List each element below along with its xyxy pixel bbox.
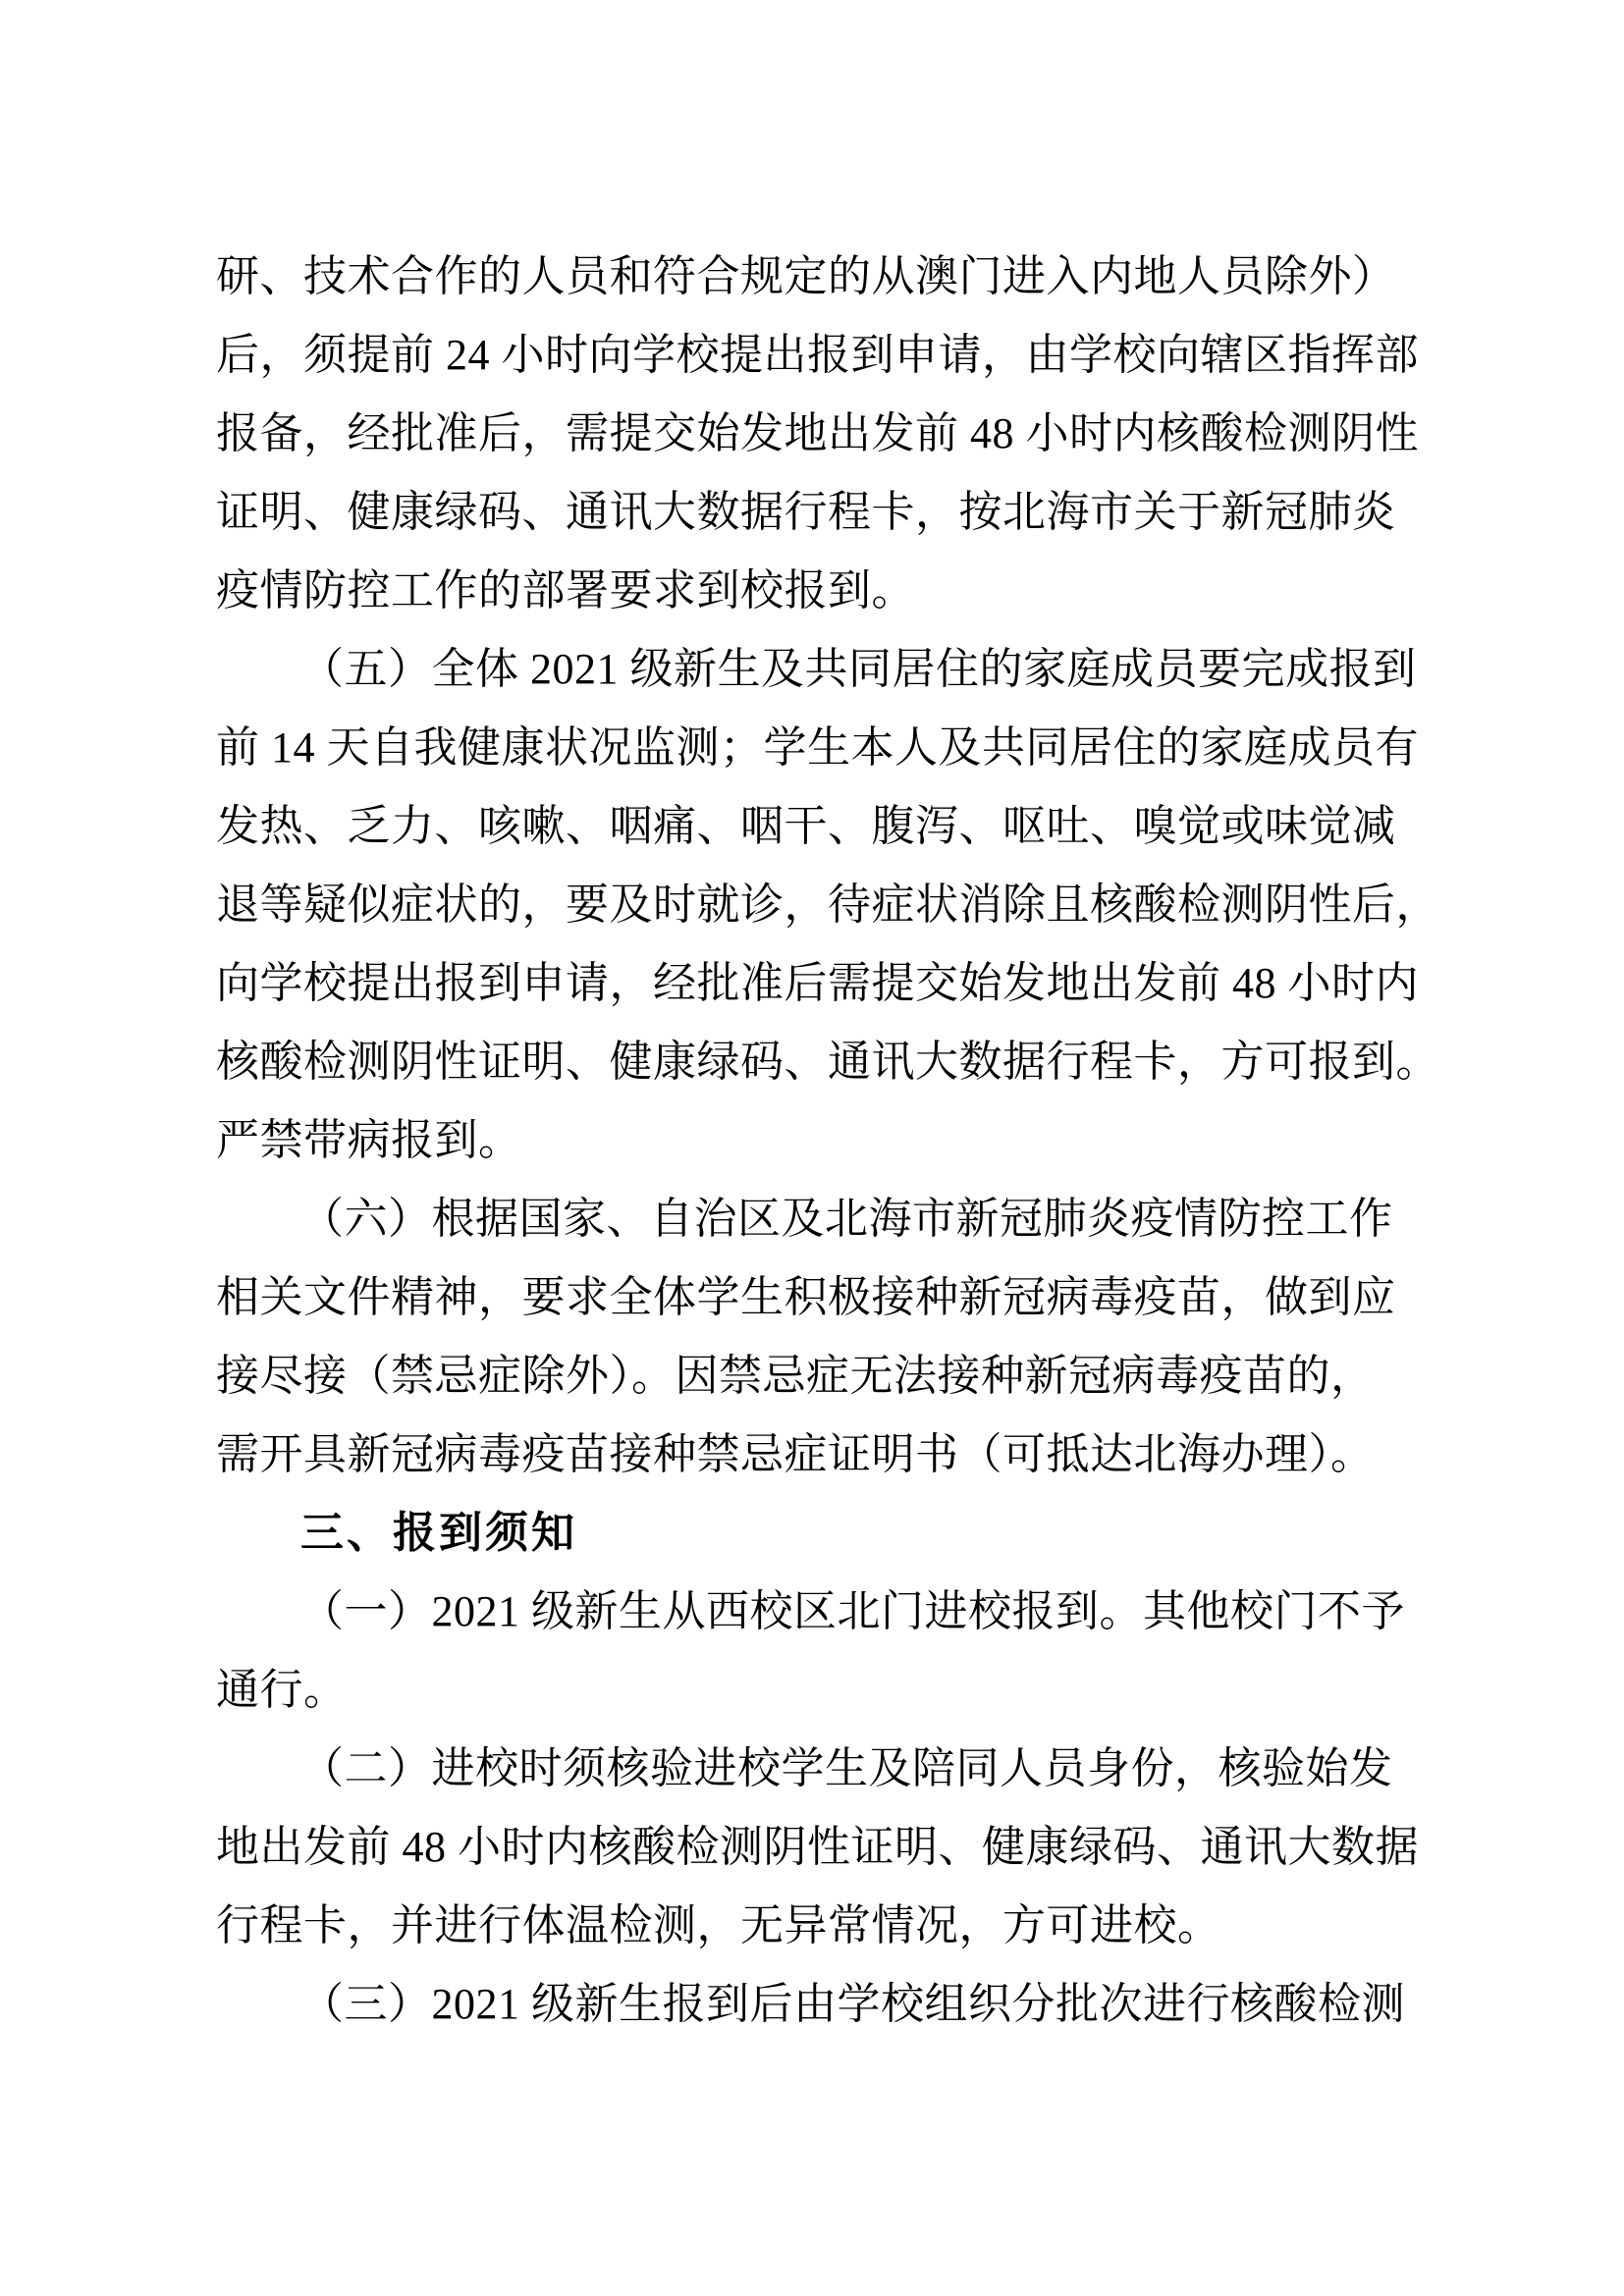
text-line: 通行。 — [216, 1666, 348, 1714]
text-line: 相关文件精神，要求全体学生积极接种新冠病毒疫苗，做到应 — [216, 1273, 1396, 1321]
text-line: 报备，经批准后，需提交始发地出发前 48 小时内核酸检测阴性 — [216, 409, 1419, 457]
text-line: 行程卡，并进行体温检测，无异常情况，方可进校。 — [216, 1901, 1221, 1949]
paragraph-start-line: （六）根据国家、自治区及北海市新冠肺炎疫情防控工作 — [300, 1195, 1393, 1243]
text-line: 证明、健康绿码、通讯大数据行程卡，按北海市关于新冠肺炎 — [216, 488, 1396, 536]
text-line: 前 14 天自我健康状况监测；学生本人及共同居住的家庭成员有 — [216, 723, 1419, 772]
paragraph-start-line: （二）进校时须核验进校学生及陪同人员身份，核验始发 — [300, 1744, 1393, 1792]
paragraph-start-line: （五）全体 2021 级新生及共同居住的家庭成员要完成报到 — [300, 645, 1417, 693]
text-line: 需开具新冠病毒疫苗接种禁忌症证明书（可抵达北海办理）。 — [216, 1430, 1375, 1478]
document-body — [216, 238, 1439, 2044]
text-line: 严禁带病报到。 — [216, 1116, 522, 1164]
text-line: 核酸检测阴性证明、健康绿码、通讯大数据行程卡，方可报到。 — [216, 1038, 1439, 1086]
text-line: 发热、乏力、咳嗽、咽痛、咽干、腹泻、呕吐、嗅觉或味觉减 — [216, 802, 1396, 850]
paragraph-start-line: （一）2021 级新生从西校区北门进校报到。其他校门不予 — [300, 1587, 1405, 1635]
section-heading: 三、报到须知 — [300, 1509, 577, 1557]
text-line: 地出发前 48 小时内核酸检测阴性证明、健康绿码、通讯大数据 — [216, 1823, 1419, 1871]
text-line: 退等疑似症状的，要及时就诊，待症状消除且核酸检测阴性后， — [216, 881, 1439, 929]
text-line: 向学校提出报到申请，经批准后需提交始发地出发前 48 小时内 — [216, 959, 1419, 1007]
text-line: 后，须提前 24 小时向学校提出报到申请，由学校向辖区指挥部 — [216, 331, 1419, 379]
text-line: 疫情防控工作的部署要求到校报到。 — [216, 566, 915, 614]
paragraph-start-line: （三）2021 级新生报到后由学校组织分批次进行核酸检测 — [300, 1980, 1405, 2028]
text-line: 接尽接（禁忌症除外）。因禁忌症无法接种新冠病毒疫苗的， — [216, 1352, 1375, 1400]
text-line: 研、技术合作的人员和符合规定的从澳门进入内地人员除外） — [216, 252, 1396, 300]
